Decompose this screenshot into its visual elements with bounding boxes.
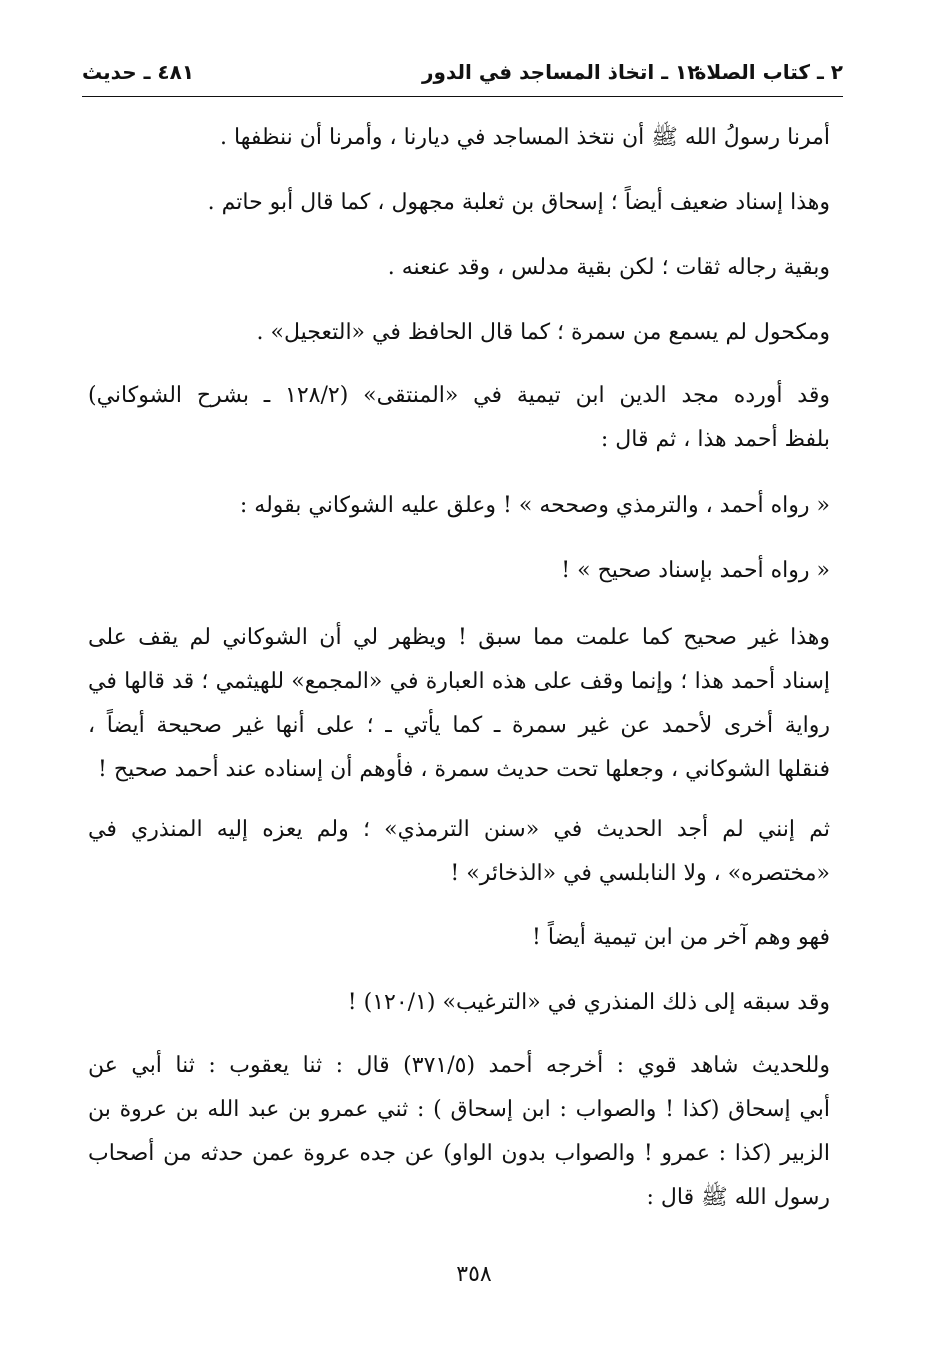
paragraph-line: «مختصره» ، ولا النابلسي في «الذخائر» ! — [450, 861, 830, 886]
quote-paragraph — [88, 543, 830, 608]
paragraph-line: رواية أخرى لأحمد عن غير سمرة ـ كما يأتي ـ ؛ على أنها غير صحيحة أيضاً ، — [88, 713, 830, 738]
header-hadith-number: ٤٨١ ـ حديث — [82, 60, 195, 84]
paragraph-line: ثم إنني لم أجد الحديث في «سنن الترمذي» ؛ ولم يعزه إليه المنذري في — [88, 817, 830, 842]
paragraph-line: وبقية رجاله ثقات ؛ لكن بقية مدلس ، وقد عنعنه . — [387, 255, 830, 280]
paragraph — [88, 808, 830, 896]
paragraph-line: رسول الله ﷺ قال : — [646, 1185, 830, 1210]
paragraph-line: وقد أورده مجد الدين ابن تيمية في «المنتقى» (١٢٨/٢ ـ بشرح الشوكاني) — [88, 383, 830, 408]
paragraph-line: وهذا غير صحيح كما علمت مما سبق ! ويظهر لي أن الشوكاني لم يقف على — [88, 625, 830, 650]
paragraph-line: وهذا إسناد ضعيف أيضاً ؛ إسحاق بن ثعلبة مجهول ، كما قال أبو حاتم . — [207, 190, 830, 215]
page-number: ٣٥٨ — [456, 1262, 492, 1287]
paragraph-line: أمرنا رسولُ الله ﷺ أن نتخذ المساجد في ديارنا ، وأمرنا أن ننظفها . — [220, 125, 830, 150]
paragraph-line: فنقلها الشوكاني ، وجعلها تحت حديث سمرة ، فأوهم أن إسناده عند أحمد صحيح ! — [98, 757, 830, 782]
paragraph-line: أبي إسحاق (كذا ! والصواب : ابن إسحاق ) : ثني عمرو بن عبد الله بن عروة بن — [88, 1097, 830, 1122]
paragraph — [88, 1044, 830, 1220]
header-section-title: ١٢ ـ اتخاذ المساجد في الدور — [422, 60, 700, 84]
paragraph — [88, 616, 830, 792]
paragraph-line: « رواه أحمد بإسناد صحيح » ! — [561, 558, 830, 583]
paragraph — [88, 240, 830, 305]
paragraph-line: فهو وهم آخر من ابن تيمية أيضاً ! — [532, 925, 830, 950]
quote-paragraph — [88, 478, 830, 543]
paragraph-line: « رواه أحمد ، والترمذي وصححه » ! وعلق عليه الشوكاني بقوله : — [239, 493, 830, 518]
paragraph-line: الزبير (كذا : عمرو ! والصواب بدون الواو) عن جده عروة عمن حدثه من أصحاب — [88, 1141, 830, 1166]
paragraph — [88, 110, 830, 175]
paragraph-line: وللحديث شاهد قوي : أخرجه أحمد (٣٧١/٥) قال : ثنا يعقوب : ثنا أبي عن — [88, 1053, 830, 1078]
body-text — [88, 110, 830, 1230]
paragraph — [88, 175, 830, 240]
paragraph-line: وقد سبقه إلى ذلك المنذري في «الترغيب» (١٢٠/١) ! — [347, 990, 830, 1015]
paragraph-line: بلفظ أحمد هذا ، ثم قال : — [600, 427, 830, 452]
paragraph — [88, 305, 830, 370]
running-header — [82, 58, 843, 92]
paragraph — [88, 374, 830, 462]
spacer — [88, 608, 830, 616]
header-book-chapter: ٢ ـ كتاب الصلاة — [694, 60, 843, 84]
paragraph-line: إسناد أحمد هذا ؛ وإنما وقف على هذه العبارة في «المجمع» للهيثمي ؛ قد قالها في — [88, 669, 830, 694]
paragraph-line: ومكحول لم يسمع من سمرة ؛ كما قال الحافظ في «التعجيل» . — [256, 320, 830, 345]
paragraph — [88, 910, 830, 975]
paragraph — [88, 975, 830, 1040]
header-rule — [82, 96, 843, 97]
